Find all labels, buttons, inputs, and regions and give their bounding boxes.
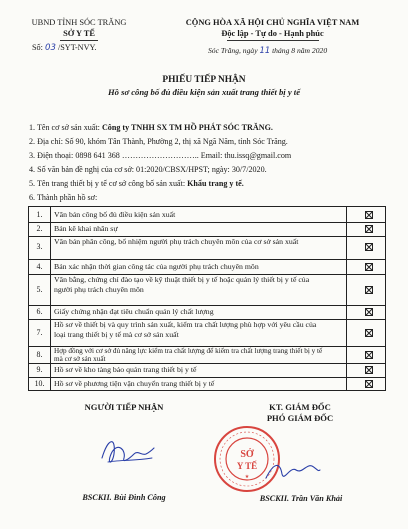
checked-box-icon bbox=[365, 286, 373, 294]
org-underline bbox=[60, 40, 98, 41]
issue-date bbox=[208, 45, 327, 55]
info-label: 3. Điện thoại: bbox=[29, 151, 74, 160]
document-item: Hồ sơ về phương tiện vận chuyển trang thiết bị y tế bbox=[54, 379, 215, 388]
nation-underline bbox=[227, 40, 319, 41]
checked-box-icon bbox=[365, 308, 373, 316]
info-line-dossier-components bbox=[29, 193, 97, 202]
document-item: Hồ sơ về kho tàng bảo quản trang thiết bị y tế bbox=[54, 365, 197, 374]
receiver-name: BSCKII. Bùi Đình Công bbox=[82, 493, 166, 502]
form-title: PHIẾU TIẾP NHẬN bbox=[162, 75, 246, 85]
date-day: 11 bbox=[259, 45, 271, 55]
checked-box-icon bbox=[365, 243, 373, 251]
info-label: 4. Số văn bản đề nghị của cơ sở: bbox=[29, 165, 134, 174]
info-value: 0898 641 368 ……………………….. Email: thu.issq@gmail.com bbox=[75, 151, 292, 160]
info-label: 2. Địa chỉ: bbox=[29, 137, 63, 146]
row-number: 10. bbox=[34, 379, 45, 388]
document-item: Văn bản phân công, bổ nhiệm người phụ trách chuyên môn của cơ sở sản xuất bbox=[54, 237, 299, 246]
national-heading bbox=[150, 17, 395, 39]
number-value: 03 bbox=[44, 43, 56, 53]
document-item: Hồ sơ về thiết bị và quy trình sản xuất, kiểm tra chất lượng phù hợp với yêu cầu của loại trang thiết bị y tế mà cơ sở sản xuất bbox=[54, 320, 317, 340]
document-item: Văn bản công bố đủ điều kiện sản xuất bbox=[54, 210, 176, 219]
document-item: Bản kê khai nhân sự bbox=[54, 224, 118, 233]
row-divider bbox=[29, 259, 385, 260]
info-line-device-name bbox=[29, 179, 244, 188]
number-prefix: Số: bbox=[32, 43, 43, 52]
row-number: 8. bbox=[36, 350, 43, 359]
date-prefix: Sóc Trăng, ngày bbox=[208, 46, 258, 55]
row-number: 1. bbox=[36, 210, 43, 219]
info-line-address bbox=[29, 137, 288, 146]
row-number: 9. bbox=[36, 365, 43, 374]
info-value: Công ty TNHH SX TM HỒ PHÁT SÓC TRĂNG. bbox=[101, 123, 273, 132]
signer-signature-icon bbox=[262, 456, 322, 486]
dossier-checklist-table bbox=[28, 206, 386, 391]
signer-subtitle: PHÓ GIÁM ĐỐC bbox=[266, 413, 334, 423]
document-number bbox=[32, 43, 96, 53]
receiver-signature-icon bbox=[98, 428, 158, 473]
info-line-request-number bbox=[29, 165, 267, 174]
checked-box-icon bbox=[365, 263, 373, 271]
svg-text:Y TẾ: Y TẾ bbox=[236, 461, 258, 471]
checked-box-icon bbox=[365, 329, 373, 337]
checked-box-icon bbox=[365, 351, 373, 359]
checked-box-icon bbox=[365, 225, 373, 233]
form-subtitle: Hồ sơ công bố đủ điều kiện sản xuất trang thiết bị y tế bbox=[107, 87, 301, 97]
row-number: 7. bbox=[36, 328, 43, 337]
info-label: 1. Tên cơ sở sản xuất: bbox=[29, 123, 100, 132]
document-item: Hợp đồng với cơ sở đủ năng lực kiểm tra chất lượng để kiểm tra chất lượng trang thiết bị y tế mà cơ sở sản xuất bbox=[54, 347, 323, 364]
row-divider bbox=[29, 305, 385, 306]
info-line-facility-name bbox=[29, 123, 273, 132]
checked-box-icon bbox=[365, 366, 373, 374]
info-line-phone bbox=[29, 151, 291, 160]
receiver-title: NGƯỜI TIẾP NHẬN bbox=[84, 402, 164, 412]
number-suffix: /SYT-NVY. bbox=[57, 43, 97, 52]
document-item: Bản xác nhận thời gian công tác của người phụ trách chuyên môn bbox=[54, 262, 259, 271]
info-label: 5. Tên trang thiết bị y tế cơ sở công bố sản xuất: bbox=[29, 179, 186, 188]
checked-box-icon bbox=[365, 380, 373, 388]
document-item: Giấy chứng nhận đạt tiêu chuẩn quản lý chất lượng bbox=[54, 307, 214, 316]
org-line-2: SỞ Y TẾ bbox=[63, 29, 95, 38]
row-number: 5. bbox=[36, 285, 43, 294]
info-value: 01:2020/CBSX/HPST; ngày: 30/7/2020. bbox=[136, 165, 267, 174]
document-item: Văn bằng, chứng chỉ đào tạo về kỹ thuật thiết bị y tế hoặc quản lý thiết bị y tế của người phụ trách chuyên môn bbox=[54, 275, 310, 295]
issuing-organization bbox=[20, 17, 138, 39]
org-line-1: UBND TỈNH SÓC TRĂNG bbox=[31, 18, 127, 27]
checked-box-icon bbox=[365, 211, 373, 219]
date-suffix: tháng 8 năm 2020 bbox=[272, 46, 328, 55]
signer-name: BSCKII. Trần Văn Khải bbox=[259, 494, 343, 503]
nation-line-2: Độc lập - Tự do - Hạnh phúc bbox=[221, 29, 324, 38]
info-label: 6. Thành phần hồ sơ: bbox=[29, 193, 98, 202]
info-value: Số 90, khóm Tân Thành, Phường 2, thị xã Ngã Năm, tỉnh Sóc Trăng. bbox=[64, 137, 288, 146]
row-number: 2. bbox=[36, 224, 43, 233]
signer-title: KT. GIÁM ĐỐC bbox=[269, 402, 331, 412]
svg-text:SỞ: SỞ bbox=[240, 449, 254, 460]
svg-text:★: ★ bbox=[244, 475, 250, 480]
info-value: Khẩu trang y tế. bbox=[187, 179, 244, 188]
row-number: 4. bbox=[36, 262, 43, 271]
row-number: 6. bbox=[36, 307, 43, 316]
row-divider bbox=[29, 377, 385, 378]
nation-line-1: CỘNG HÒA XÃ HỘI CHỦ NGHĨA VIỆT NAM bbox=[185, 18, 360, 27]
row-divider bbox=[29, 222, 385, 223]
row-number: 3. bbox=[36, 242, 43, 251]
